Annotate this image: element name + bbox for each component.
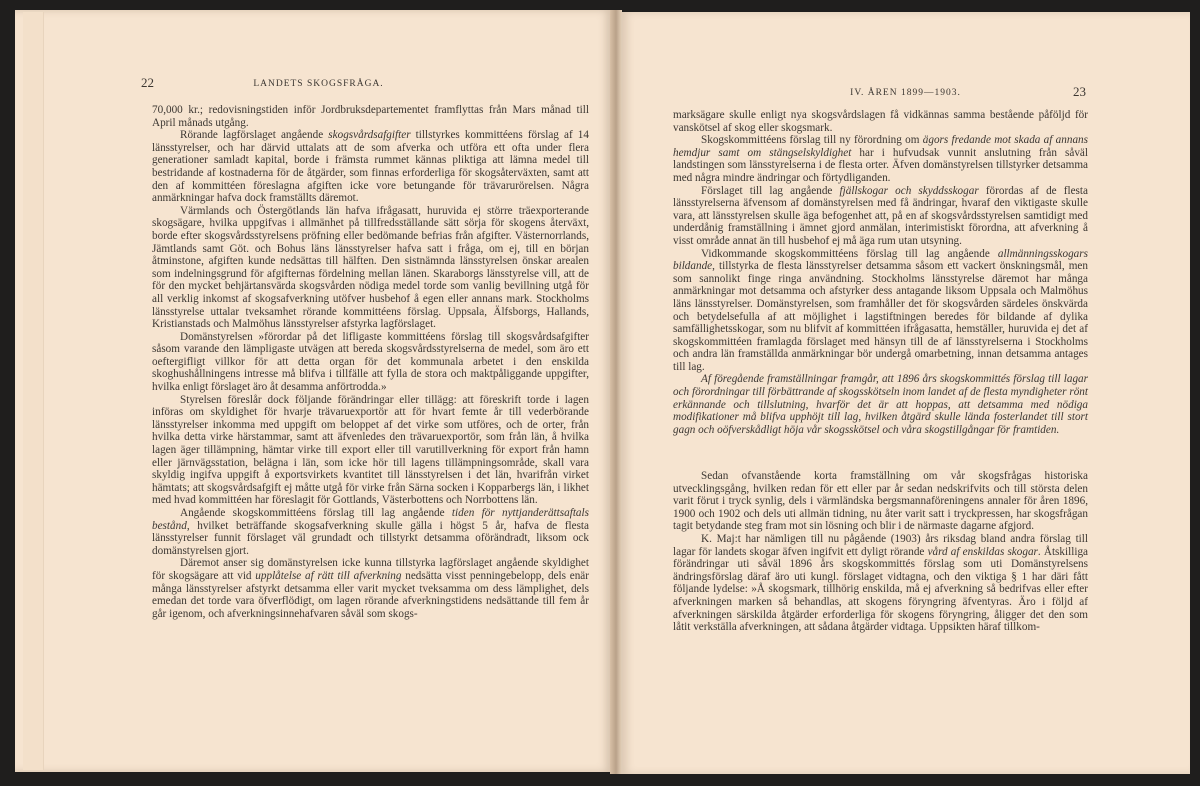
italic-text: fjällskogar och skyddsskogar [839, 184, 979, 197]
italic-text: allmänningsskogars bildande [673, 247, 1088, 273]
right-body-text [673, 109, 1088, 436]
italic-text: vård af enskildas skogar [927, 545, 1038, 558]
paragraph [673, 185, 1088, 248]
text-run: Styrelsen föreslår dock följande förändringar eller tillägg: att föreskrift torde i lagen införas om skyldighet för hvarje trävaruexportör att för hvart femte år till vederbörande länsstyrelser inkomma med uppgift om beloppet af det virke som utföres, och de orter, från hvilka detta virke härstammar, samt att äfvenledes den trävaruexportör, som från län, å hvilka lagen äger tillämpning, hämtar virke till export eller till varutillverkning för export från hamn eller järnvägsstation, belägna i län, som icke hör till lagens tillämpningsområde, skall vara skyldig ingifva uppgift å exportsvirkets kvantitet till länsstyrelsen i det län, hvarifrån virket hämtats; att skogsvårdsafgift ej måtte utgå för virke från Särna socken i Kopparbergs län, i likhet med hvad kommittéen har föreslagit för Gottlands, Västerbottens och Norrbottens län. [152, 393, 589, 507]
text-run: Rörande lagförslaget angående [180, 129, 329, 142]
paragraph [673, 134, 1088, 184]
italic-text: skogsvårdsafgifter [328, 129, 411, 142]
text-run: förordas af de flesta länsstyrelserna äfvensom af domänstyrelsen med få ändringar, hvaraf den viktigaste skulle vara, att länsstyrelsen skulle äga befogenhet att, på en af skogsvårdsstyrelsen samtidigt med underdånig framställning i ämnet gjord anmälan, interimistiskt förordna, att afverkning å visst område annat än till husbehof ej må äga rum utan utsyning. [673, 184, 1088, 247]
paragraph [152, 129, 589, 205]
text-run: tillstyrkes kommittéens förslag af 14 länsstyrelser, och har därvid uttalats att de som afverka och utföra ett ofta under flera generationer samladt kapital, borde i främsta rummet kännas pliktiga att lämna medel till bestridande af kostnaderna för de åtgärder, som finnas erforderliga för skogsåterväxten, samt att den af kommittéen föreslagna afgiften icke vore betungande för trävarurörelsen. Några anmärkningar hafva dock framställts däremot. [152, 129, 589, 205]
page-number: 23 [1073, 84, 1086, 99]
page-number: 22 [141, 75, 154, 90]
text-run: Domänstyrelsen »förordar på det lifligaste kommittéens förslag till skogsvårdsafgifter såsom varande den lämpligaste utvägen att bereda skogsvårdsstyrelserna de medel, som äro ett oeftergifligt villkor för att detta organ för det kommunala arbetet i den enskilda skoghushållningens intresse må blifva i tillfälle att fylla de stora och maktpåliggande uppgifter, hvilka enligt förslaget äro åt desamma anförtrodda.» [152, 330, 589, 394]
paragraph [152, 507, 589, 557]
right-body-text-section [673, 470, 1088, 634]
text-run: Sedan ofvanstående korta framställning om vår skogsfrågas historiska utvecklingsgång, hvilken redan för ett eller par år sedan nedskrifvits och till största delen varit förut i tryck synlig, dels i värmländska bergsmannaföreningens annaler för åren 1896, 1900 och 1902 och dels uti allmän tidning, nu åter varit satt i tryckpressen, har skogsfrågan tagit betydande steg fram mot sin lösning och blir i de närmaste dagarne afgjord. [673, 470, 1088, 533]
running-head: IV. ÅREN 1899—1903. [850, 88, 961, 98]
paragraph [152, 205, 589, 331]
text-run: Skogskommittéens förslag till ny förordning om [701, 134, 923, 147]
text-run: marksägare skulle enligt nya skogsvårdslagen få vidkännas samma bestående påföljd för vanskötsel af skog eller skogsmark. [673, 109, 1088, 134]
italic-text: Af föregående framställningar framgår, att 1896 års skogskommittés förslag till lagar och förordningar till förbättrande af skogsskötseln inom landet af de flesta myndigheter rönt erkännande och tillslutning, hvarför det är att hoppas, att detsamma med nödiga modifikationer må blifva upphöjt till lag, hvilken åtgärd skulle lända fosterlandet till stort gagn och oöfverskådligt höja vår skogsskötsel och våra skogstillgångar för framtiden. [673, 373, 1088, 436]
paragraph [152, 394, 589, 507]
text-run: har i hufvudsak vunnit anslutning från såväl landstingen som länsstyrelserna i de flesta orter. Äfven domänstyrelsen tillstyrker detsamma med några mindre ändringar och förtydliganden. [673, 146, 1089, 184]
right-page [621, 12, 1190, 774]
paragraph [152, 104, 589, 129]
text-run: , tillstyrka de flesta länsstyrelser detsamma såsom ett vackert önskningsmål, men som sannolikt finge ringa användning. Stockholms länsstyrelse däremot har många anmärkningar mot detsamma och afstyrker dess antagande liksom Uppsala och Malmöhus läns länsstyrelser. Domänstyrelsen, som framhåller det för skogsvården särdeles önskvärda och betydelsefulla af att möjlighet i lagstiftningen beredes för bildande af dylika samfällighetsskogar, som nu blifvit af kommittéen ifrågasatta, hemställer, huruvida ej det af skogskommittéen framlagda förslaget med hänsyn till de af länsstyrelserna i Stockholms och andra län framställda anmärkningar bör undergå omarbetning, innan detsamma antages till lag. [673, 260, 1088, 373]
text-run: Angående skogskommittéens förslag till lag angående [180, 507, 452, 519]
paragraph [673, 470, 1088, 533]
italic-text: upplåtelse af rätt till afverkning [255, 569, 402, 582]
paragraph [152, 557, 589, 620]
paragraph [673, 373, 1088, 436]
text-run: , hvilket beträffande skogsafverkning skulle gälla i högst 5 år, hafva de flesta länsstyrelser funnit förslaget väl grundadt och tillstyrkt detsamma oförändradt, liksom ock domänstyrelsen gjort. [152, 519, 589, 557]
paragraph [152, 331, 589, 394]
text-run: nedsätta visst penningebelopp, dels enär många länsstyrelser afstyrkt detsamma eller varit mycket tveksamma om dess lämplighet, dels emedan det torde vara öfverflödigt, om lagen rörande afverkningstidens nedsättande till fem år går igenom, och afverkningsinnehafvaren såväl som skogs- [152, 569, 589, 620]
text-run: 70,000 kr.; redovisningstiden inför Jordbruksdepartementet framflyttas från Mars månad till April månads utgång. [152, 104, 589, 129]
text-run: . Åtskilliga förändringar uti såväl 1896 års skogskommittés förslag som uti Domänstyrelsens ändringsförslag däraf äro uti kungl. förslaget vidtagna, och den viktiga § 1 har däri fått följande lydelse: »Å skogsmark, tillhörig enskilda, må ej afverkning så bedrifvas eller efter afverkningen marken så behandlas, att skogens föryngring äfventyras. Äro i följd af afverkningen särskilda åtgärder erforderliga för skogens föryngring, åligger det den som låtit verkställa afverkningen, att sådana åtgärder vidtaga. Uppsikten häraf tillkom- [673, 545, 1089, 634]
paragraph [673, 533, 1088, 634]
text-run: Förslaget till lag angående [701, 184, 840, 197]
text-run: Däremot anser sig domänstyrelsen icke kunna tillstyrka lagförslaget angående skyldighet för skogsägare att vid [152, 557, 589, 582]
text-run: Vidkommande skogskommittéens förslag till lag angående [701, 247, 998, 260]
paragraph [673, 109, 1088, 134]
italic-text: ägors fredande mot skada af annans hemdjur samt om stängselskyldighet [673, 134, 1088, 159]
paragraph [673, 248, 1088, 374]
italic-text: tiden för nyttjanderättsaftals bestånd [152, 507, 589, 532]
text-run: Värmlands och Östergötlands län hafva ifrågasatt, huruvida ej större träexporterande skogsägare, hvilka uppgifvas i allmänhet på tillfredsställande sätt sörja för skogens återväxt, borde efter skogsvårdsstyrelsens pröfning eller bedömande befrias från afgifter. Västernorrlands, Jämtlands samt Göt. och Bohus läns länsstyrelser hafva satt i fråga, om ej, till en början åtminstone, afgiften kunde nedsättas till hälften. Den sistnämnda länsstyrelsen önskar arealen som indelningsgrund för afgifternas fördelning mellan länen. Skaraborgs länsstyrelse vill, att de för den mycket behjärtansvärda skogsvården nödiga medel torde som vanlig bevillning utgå för all verklig inkomst af skogsafverkning utöfver husbehof å egen eller annans mark. Stockholms länsstyrelse uttalar tveksamhet rörande kommittéens förslag. Uppsala, Älfsborgs, Hallands, Kristianstads och Malmöhus länsstyrelser afstyrka lagförslaget. [152, 204, 589, 331]
left-body-text [152, 104, 589, 620]
text-run: K. Maj:t har nämligen till nu pågående (1903) års riksdag bland andra förslag till lagar för landets skogar äfven ingifvit ett dyligt rörande [673, 532, 1088, 558]
page-stack-edge [23, 12, 44, 770]
running-head: LANDETS SKOGSFRÅGA. [253, 79, 384, 89]
left-page [15, 10, 612, 772]
